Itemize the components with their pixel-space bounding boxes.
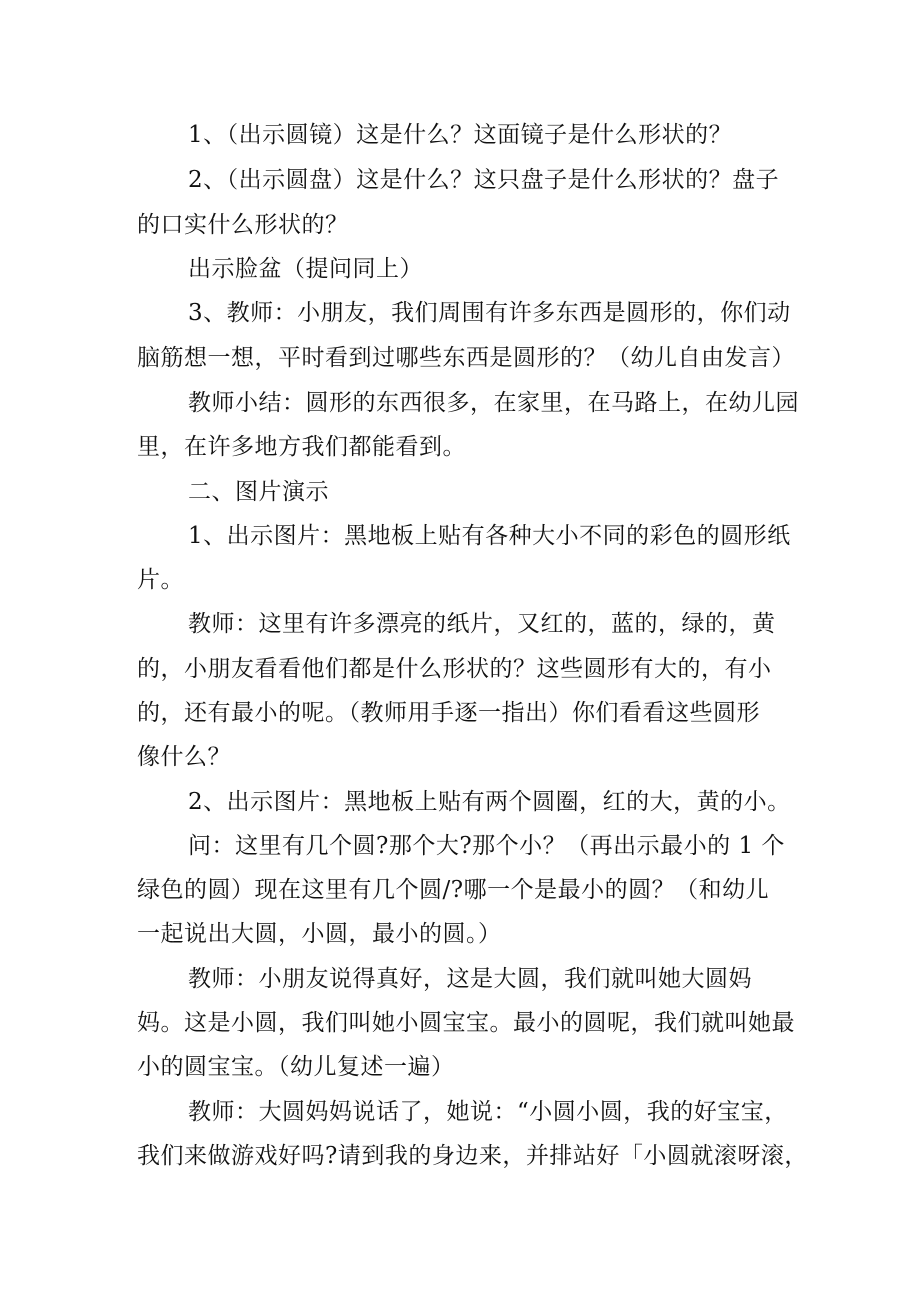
section-heading: 二、图片演示 [188,479,329,505]
text-line: 一起说出大圆，小圆，最小的圆。） [137,921,502,947]
text-line: 的口实什么形状的？ [137,212,349,238]
text-line: 脑筋想一想，平时看到过哪些东西是圆形的？（幼儿自由发言） [137,345,795,371]
text-line: 的，还有最小的呢。（教师用手逐一指出）你们看看这些圆形 [137,700,760,726]
text-line: 妈。这是小圆，我们叫她小圆宝宝。最小的圆呢，我们就叫她最 [137,1010,795,1036]
text-line: 的，小朋友看看他们都是什么形状的？这些圆形有大的，有小 [137,656,772,682]
text-line: 像什么？ [137,744,231,770]
text-line: 绿色的圆）现在这里有几个圆/?哪一个是最小的圆？（和幼儿 [137,877,770,903]
text-line: 我们来做游戏好吗?请到我的身边来，并排站好「小圆就滚呀滚， [137,1143,808,1169]
text-line: 3、教师：小朋友，我们周围有许多东西是圆形的，你们动 [188,300,791,326]
text-line: 小的圆宝宝。（幼儿复述一遍） [137,1054,455,1080]
text-line: 2、（出示圆盘）这是什么？这只盘子是什么形状的？盘子 [188,167,780,193]
text-line: 教师：大圆妈妈说话了，她说：“小圆小圆，我的好宝宝， [188,1099,788,1125]
text-line: 里，在许多地方我们都能看到。 [137,434,466,460]
text-line: 片。 [137,567,184,593]
text-line: 1、（出示圆镜）这是什么？这面镜子是什么形状的？ [188,122,733,148]
text-line: 出示脸盆（提问同上） [188,256,423,282]
text-line: 2、出示图片：黑地板上贴有两个圆圈，红的大，黄的小。 [188,789,791,815]
text-line: 教师：小朋友说得真好，这是大圆，我们就叫她大圆妈 [188,966,752,992]
text-line: 教师：这里有许多漂亮的纸片，又红的，蓝的，绿的，黄 [188,611,776,637]
text-line: 问：这里有几个圆?那个大?那个小？（再出示最小的 1 个 [188,833,785,859]
text-line: 1、出示图片：黑地板上贴有各种大小不同的彩色的圆形纸 [188,523,791,549]
text-line: 教师小结：圆形的东西很多，在家里，在马路上，在幼儿园 [188,390,799,416]
